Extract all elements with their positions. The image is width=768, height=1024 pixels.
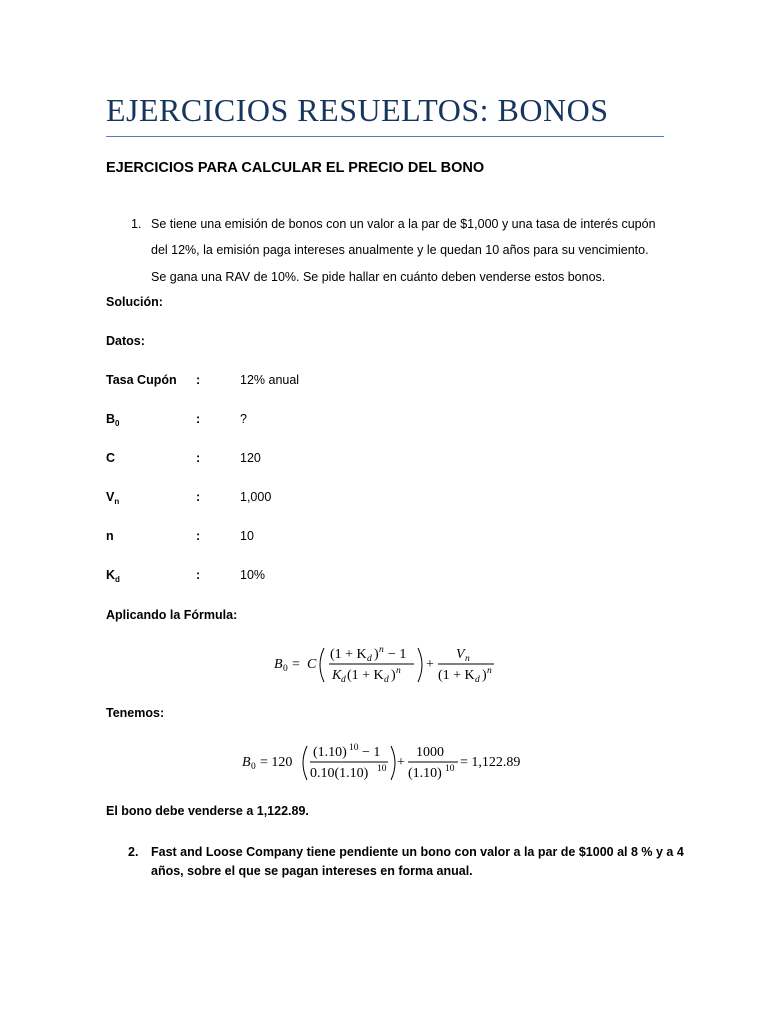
formula-plus: + <box>426 657 434 672</box>
exercise-1-line-3: Se gana una RAV de 10%. Se pide hallar en cuánto deben venderse estos bonos. <box>151 270 606 284</box>
calc-lhs-sub: 0 <box>251 762 256 772</box>
calc-num1-tail: − 1 <box>362 745 381 760</box>
bond-price-calculation <box>240 738 530 788</box>
solution-label: Solución: <box>106 295 163 309</box>
datos-row-colon: : <box>196 373 201 387</box>
calc-num1: (1.10) <box>313 745 347 760</box>
formula-num1-sub: d <box>367 654 372 664</box>
datos-row-label: $B_0$ <box>106 412 120 428</box>
formula-eq: = <box>292 657 300 672</box>
exercise-2-line-2: años, sobre el que se pagan intereses en forma anual. <box>151 864 473 878</box>
formula-left-paren <box>320 648 324 682</box>
formula-num2-sub: n <box>465 654 470 664</box>
datos-row-value: 10% <box>240 568 266 582</box>
calc-left-paren <box>303 746 307 780</box>
formula-label: Aplicando la Fórmula: <box>106 608 238 622</box>
formula-den1-ksub: d <box>341 675 346 685</box>
datos-row-label: $V_n$ <box>106 490 120 506</box>
exercise-1-line-1: Se tiene una emisión de bonos con un valor a la par de $1,000 y una tasa de interés cupón <box>151 217 656 231</box>
datos-row-colon: : <box>196 451 201 465</box>
formula-den2-exp: n <box>487 666 492 676</box>
calc-den1: 0.10(1.10) <box>310 766 369 781</box>
exercise-2-line-1: Fast and Loose Company tiene pendiente un bono con valor a la par de $1000 al 8 % y a 4 <box>151 845 684 859</box>
formula-num1-exp: n <box>379 645 384 655</box>
formula-num1-tail: − 1 <box>388 647 407 662</box>
exercise-1-line-2: del 12%, la emisión paga intereses anualmente y le quedan 10 años para su vencimiento. <box>151 243 649 257</box>
datos-row-colon: : <box>196 529 201 543</box>
tenemos-label: Tenemos: <box>106 706 165 720</box>
calc-eq: = 120 <box>260 755 293 770</box>
datos-row-value: 120 <box>240 451 261 465</box>
formula-num2: V <box>456 647 465 662</box>
conclusion-text: El bono debe venderse a 1,122.89. <box>106 804 309 818</box>
title-divider <box>106 136 664 137</box>
section-heading: EJERCICIOS PARA CALCULAR EL PRECIO DEL BONO <box>106 160 485 176</box>
formula-den1-close: ) <box>391 668 396 683</box>
calc-num1-exp: 10 <box>349 743 359 753</box>
datos-row-label: n <box>106 529 114 543</box>
formula-den2-sub: d <box>475 675 480 685</box>
formula-den1-k: K <box>332 668 342 683</box>
datos-row-colon: : <box>196 568 201 582</box>
formula-den1-open: (1 + K <box>347 668 384 683</box>
datos-row-label: C <box>106 451 116 465</box>
formula-den1-sub: d <box>384 675 389 685</box>
calc-den2: (1.10) <box>408 766 442 781</box>
formula-lhs: B <box>274 657 283 672</box>
calc-result: = 1,122.89 <box>460 755 521 770</box>
datos-row-label: $K_d$ <box>106 568 120 584</box>
formula-num1: (1 + K <box>330 647 367 662</box>
formula-den2-close: ) <box>482 668 487 683</box>
datos-row-value: 12% anual <box>240 373 300 387</box>
calc-lhs: B <box>242 755 251 770</box>
formula-lhs-sub: 0 <box>283 664 288 674</box>
datos-row-label: Tasa Cupón <box>106 373 177 387</box>
calc-plus: + <box>397 755 405 770</box>
exercise-1-number: 1. <box>131 217 142 231</box>
datos-row-colon: : <box>196 490 201 504</box>
page-title: EJERCICIOS RESUELTOS: BONOS <box>106 92 609 128</box>
datos-row-colon: : <box>196 412 201 426</box>
bond-price-formula <box>272 640 502 690</box>
formula-coef: C <box>307 657 317 672</box>
formula-den1-exp: n <box>396 666 401 676</box>
calc-num2: 1000 <box>416 745 444 760</box>
datos-row-value: 1,000 <box>240 490 272 504</box>
datos-row-value: 10 <box>240 529 254 543</box>
formula-num1-close: ) <box>374 647 379 662</box>
formula-right-paren <box>418 648 422 682</box>
data-label: Datos: <box>106 334 145 348</box>
formula-den2: (1 + K <box>438 668 475 683</box>
datos-row-value: ? <box>240 412 247 426</box>
calc-den1-exp: 10 <box>377 764 387 774</box>
calc-den2-exp: 10 <box>445 764 455 774</box>
calc-right-paren <box>391 746 395 780</box>
exercise-2-number: 2. <box>128 845 139 859</box>
